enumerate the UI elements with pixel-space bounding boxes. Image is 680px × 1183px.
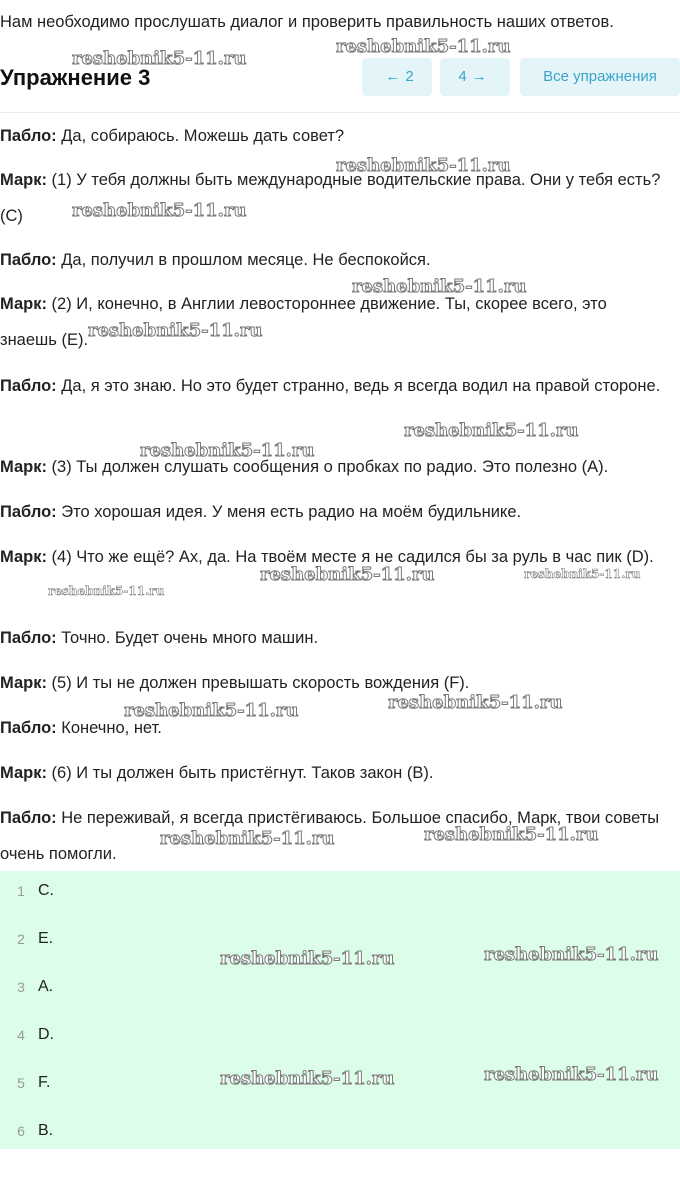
answer-value: C. [38,882,54,899]
watermark: reshebnik5-11.ru [524,567,641,581]
answer-item [0,1063,680,1103]
watermark: reshebnik5-11.ru [220,1068,395,1089]
dialog-line [0,242,665,278]
speaker: Марк: [0,295,47,313]
answer-value: F. [38,1074,51,1091]
watermark: reshebnik5-11.ru [160,828,335,849]
watermark: reshebnik5-11.ru [88,320,263,341]
speaker: Марк: [0,548,47,566]
dialog-line [0,494,665,530]
answer-number: 5 [17,1075,25,1091]
answer-value: D. [38,1026,54,1043]
answer-item [0,919,680,959]
dialog-line [0,710,665,746]
prev-exercise-button[interactable] [362,58,432,96]
line-text: Да, получил в прошлом месяце. Не беспокойся. [56,251,431,269]
speaker: Пабло: [0,251,57,269]
line-text: Да, я это знаю. Но это будет странно, ведь я всегда водил на правой стороне. [56,377,661,395]
watermark: reshebnik5-11.ru [72,200,247,221]
watermark: reshebnik5-11.ru [424,824,599,845]
line-text: Точно. Будет очень много машин. [56,629,319,647]
watermark: reshebnik5-11.ru [484,944,659,965]
watermark: reshebnik5-11.ru [404,420,579,441]
speaker: Пабло: [0,503,57,521]
watermark: reshebnik5-11.ru [260,564,435,585]
speaker: Пабло: [0,809,57,827]
watermark: reshebnik5-11.ru [140,440,315,461]
speaker: Пабло: [0,629,57,647]
intro-text: Нам необходимо прослушать диалог и проверить правильность наших ответов. [0,13,614,31]
answer-number: 2 [17,931,25,947]
dialog-line [0,800,665,872]
watermark: reshebnik5-11.ru [352,276,527,297]
dialog-line [0,755,665,791]
line-text: Не переживай, я всегда пристёгиваюсь. Большое спасибо, Марк, твои советы очень помогли. [0,809,660,863]
line-text: (5) И ты не должен превышать скорость вождения (F). [46,674,470,692]
line-text: Конечно, нет. [56,719,162,737]
line-text: Это хорошая идея. У меня есть радио на моём будильнике. [56,503,522,521]
answer-number: 6 [17,1123,25,1139]
answer-item [0,871,680,911]
answer-value: A. [38,978,54,995]
divider [0,112,680,113]
dialog-line [0,539,665,575]
speaker: Пабло: [0,719,57,737]
watermark: reshebnik5-11.ru [48,584,165,598]
answer-number: 4 [17,1027,25,1043]
watermark: reshebnik5-11.ru [336,155,511,176]
answer-value: E. [38,930,54,947]
speaker: Марк: [0,458,47,476]
next-exercise-label: 4 [458,68,467,85]
dialog-line [0,162,665,234]
answer-number: 1 [17,883,25,899]
line-text: (4) Что же ещё? Ах, да. На твоём месте я не садился бы за руль в час пик (D). [46,548,654,566]
answers-block [0,871,680,1149]
watermark: reshebnik5-11.ru [220,948,395,969]
watermark: reshebnik5-11.ru [484,1064,659,1085]
dialog-line [0,449,665,485]
line-text: (3) Ты должен слушать сообщения о пробках по радио. Это полезно (A). [46,458,609,476]
watermark: reshebnik5-11.ru [336,36,511,57]
speaker: Марк: [0,764,47,782]
line-text: (2) И, конечно, в Англии левостороннее движение. Ты, скорее всего, это знаешь (E). [0,295,607,349]
answer-number: 3 [17,979,25,995]
speaker: Пабло: [0,127,57,145]
line-text: Да, собираюсь. Можешь дать совет? [56,127,345,145]
line-text: (1) У тебя должны быть международные водительские права. Они у тебя есть? (C) [0,171,661,225]
arrow-left-icon: ← [385,68,401,85]
answer-value: B. [38,1122,54,1139]
prev-exercise-label: 2 [405,68,414,85]
dialog-line [0,286,665,358]
dialog-line [0,620,665,656]
dialog-line [0,665,665,701]
exercise-title: Упражнение 3 [0,65,151,90]
arrow-right-icon: → [471,68,487,85]
dialog-line [0,118,665,154]
speaker: Марк: [0,171,47,189]
speaker: Пабло: [0,377,57,395]
answer-item [0,1111,680,1151]
speaker: Марк: [0,674,47,692]
line-text: (6) И ты должен быть пристёгнут. Таков закон (B). [46,764,434,782]
answer-item [0,967,680,1007]
watermark: reshebnik5-11.ru [72,48,247,69]
watermark: reshebnik5-11.ru [388,692,563,713]
next-exercise-button[interactable] [440,58,510,96]
answer-item [0,1015,680,1055]
dialog-line [0,368,665,404]
watermark: reshebnik5-11.ru [124,700,299,721]
all-exercises-button[interactable]: Все упражнения [520,58,680,96]
